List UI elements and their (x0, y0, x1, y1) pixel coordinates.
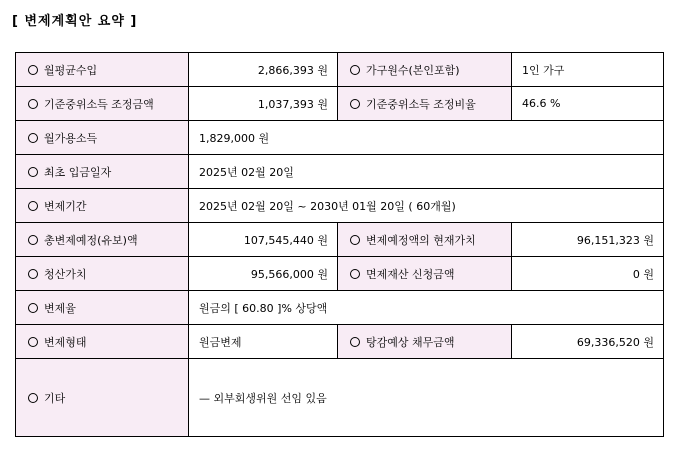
row-label: 월평균수입 (44, 63, 98, 77)
label-cell (16, 325, 189, 359)
circle-bullet-icon (350, 99, 360, 109)
label-cell (16, 121, 189, 155)
label-cell (16, 53, 189, 87)
row-label: 탕감예상 채무금액 (366, 335, 455, 349)
circle-bullet-icon (28, 133, 38, 143)
table-row (16, 87, 664, 121)
value-cell: 1,829,000 원 (189, 121, 664, 155)
label-cell (16, 189, 189, 223)
row-label: 기준중위소득 조정금액 (44, 97, 154, 111)
value-cell: 2025년 02월 20일 (189, 155, 664, 189)
page-title: [ 변제계획안 요약 ] (12, 14, 138, 29)
value-cell: 107,545,440 원 (189, 223, 338, 257)
row-label: 변제율 (44, 301, 76, 315)
value-cell: 46.6 % (512, 87, 664, 121)
row-label: 가구원수(본인포함) (366, 63, 460, 77)
label-cell (338, 257, 512, 291)
value-cell: 0 원 (512, 257, 664, 291)
row-label: 청산가치 (44, 267, 87, 281)
label-cell (338, 87, 512, 121)
table-row (16, 291, 664, 325)
label-cell (16, 87, 189, 121)
circle-bullet-icon (28, 167, 38, 177)
value-cell: 69,336,520 원 (512, 325, 664, 359)
table-row (16, 189, 664, 223)
row-label: 변제예정액의 현재가치 (366, 233, 476, 247)
circle-bullet-icon (28, 99, 38, 109)
row-label: 월가용소득 (44, 131, 98, 145)
row-label: 기준중위소득 조정비율 (366, 97, 476, 111)
value-cell: 96,151,323 원 (512, 223, 664, 257)
value-cell: 95,566,000 원 (189, 257, 338, 291)
label-cell (16, 155, 189, 189)
label-cell (338, 223, 512, 257)
row-label: 총변제예정(유보)액 (44, 233, 138, 247)
circle-bullet-icon (350, 269, 360, 279)
circle-bullet-icon (350, 337, 360, 347)
circle-bullet-icon (28, 337, 38, 347)
row-label: 최초 입금일자 (44, 165, 112, 179)
row-label: 변제형태 (44, 335, 87, 349)
circle-bullet-icon (28, 201, 38, 211)
circle-bullet-icon (350, 65, 360, 75)
label-cell (16, 359, 189, 437)
value-cell: 원금변제 (189, 325, 338, 359)
table-row (16, 155, 664, 189)
circle-bullet-icon (350, 235, 360, 245)
row-label: 변제기간 (44, 199, 87, 213)
table-row (16, 325, 664, 359)
label-cell (16, 223, 189, 257)
value-cell: 원금의 [ 60.80 ]% 상당액 (189, 291, 664, 325)
value-cell: 2025년 02월 20일 ~ 2030년 01월 20일 ( 60개월) (189, 189, 664, 223)
table-row (16, 53, 664, 87)
label-cell (16, 291, 189, 325)
circle-bullet-icon (28, 269, 38, 279)
value-cell: 1,037,393 원 (189, 87, 338, 121)
table-row (16, 121, 664, 155)
value-cell: 1인 가구 (512, 53, 664, 87)
circle-bullet-icon (28, 235, 38, 245)
value-cell: 2,866,393 원 (189, 53, 338, 87)
label-cell (338, 325, 512, 359)
table-row (16, 223, 664, 257)
row-label: 기타 (44, 391, 66, 405)
label-cell (338, 53, 512, 87)
circle-bullet-icon (28, 393, 38, 403)
summary-table (15, 52, 664, 437)
value-cell: — 외부회생위원 선임 있음 (189, 359, 664, 437)
label-cell (16, 257, 189, 291)
row-label: 면제재산 신청금액 (366, 267, 455, 281)
circle-bullet-icon (28, 65, 38, 75)
table-row (16, 359, 664, 437)
table-row (16, 257, 664, 291)
circle-bullet-icon (28, 303, 38, 313)
